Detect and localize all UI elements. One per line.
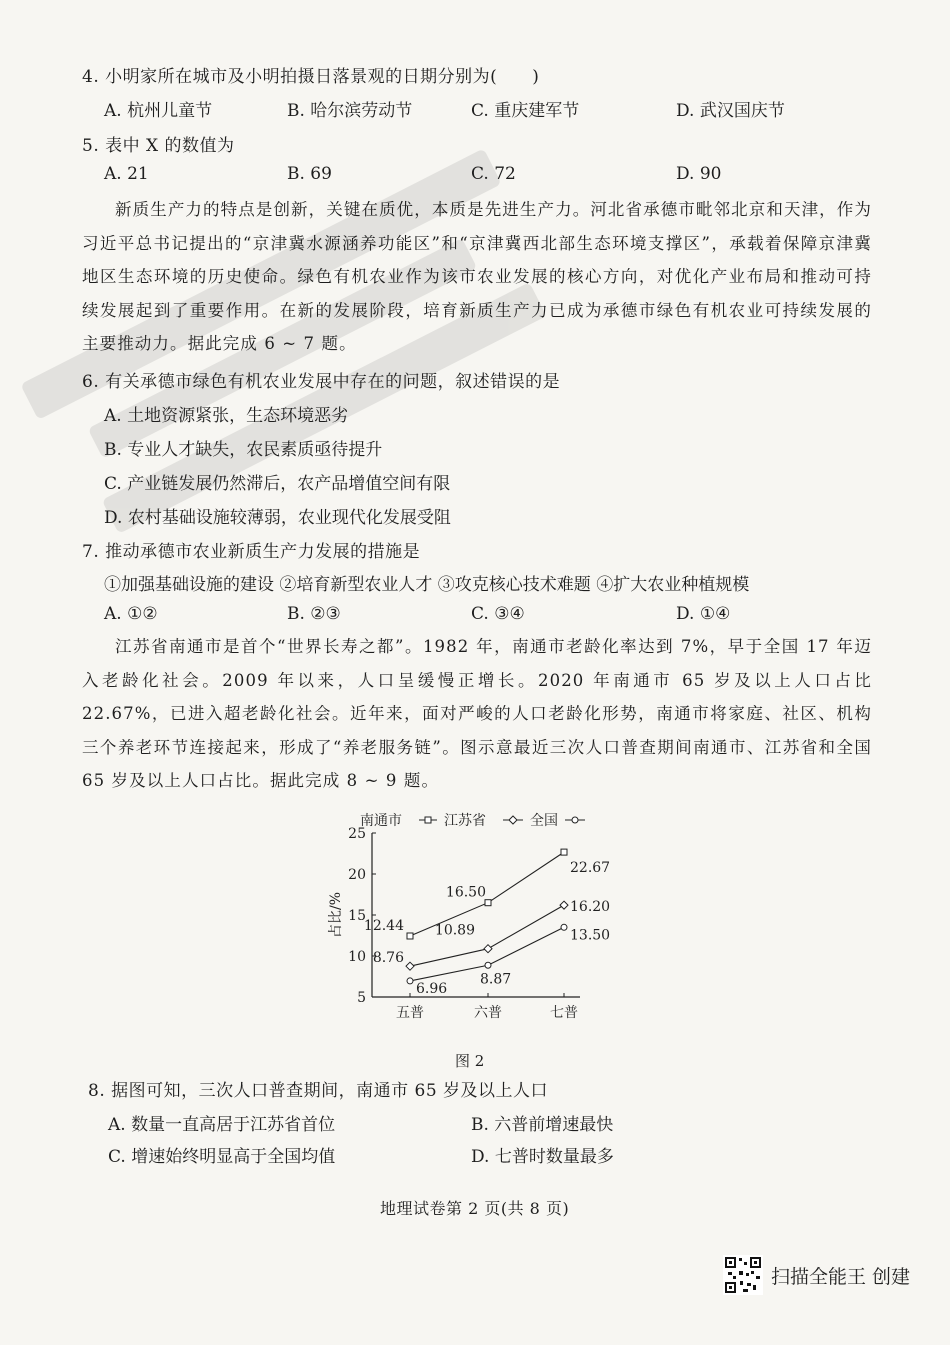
question-5-option-c: C. 72 (471, 164, 516, 184)
question-7-option-a: A. ①② (104, 604, 158, 624)
y-tick-label: 25 (348, 826, 366, 842)
y-tick-label: 5 (357, 990, 366, 1006)
data-label: 8.87 (480, 971, 512, 988)
data-point (407, 933, 413, 939)
question-6-option-a: A. 土地资源紧张，生态环境恶劣 (104, 406, 349, 426)
data-label: 13.50 (570, 927, 611, 944)
legend-label: 南通市 (360, 813, 402, 829)
question-5-option-b: B. 69 (287, 164, 332, 184)
data-point (485, 962, 491, 968)
series-line-0 (410, 852, 564, 936)
data-point (484, 945, 492, 953)
legend-label: 全国 (530, 813, 558, 829)
question-6-option-c: C. 产业链发展仍然滞后，农产品增值空间有限 (104, 474, 451, 494)
watermark-text: 扫描全能王 创建 (770, 1265, 910, 1288)
question-7-option-b: B. ②③ (287, 604, 341, 624)
question-6-stem: 6. 有关承德市绿色有机农业发展中存在的问题，叙述错误的是 (82, 372, 561, 392)
data-point (561, 849, 567, 855)
data-label: 12.44 (363, 917, 404, 934)
y-axis-label: 占比/% (328, 891, 344, 939)
question-8-stem: 8. 据图可知，三次人口普查期间，南通市 65 岁及以上人口 (88, 1081, 549, 1101)
data-label: 6.96 (416, 980, 448, 997)
data-point (407, 978, 413, 984)
aging-line-chart (320, 805, 640, 1040)
question-8-option-d: D. 七普时数量最多 (471, 1147, 614, 1167)
question-7-items: ①加强基础设施的建设 ②培育新型农业人才 ③攻克核心技术难题 ④扩大农业种植规模 (104, 575, 750, 595)
data-label: 16.50 (445, 884, 486, 901)
question-6-option-b: B. 专业人才缺失，农民素质亟待提升 (104, 440, 383, 460)
question-7-stem: 7. 推动承德市农业新质生产力发展的措施是 (82, 542, 421, 562)
passage-nantong-aging (82, 630, 872, 798)
data-label: 22.67 (570, 860, 611, 877)
x-tick-label: 六普 (474, 1005, 502, 1021)
x-tick-label: 七普 (550, 1005, 578, 1021)
question-8-option-a: A. 数量一直高居于江苏省首位 (108, 1115, 336, 1135)
qr-code-icon (723, 1255, 763, 1295)
data-point (560, 901, 568, 909)
passage-new-productivity (82, 193, 872, 361)
question-4-option-d: D. 武汉国庆节 (676, 101, 785, 121)
question-4-option-c: C. 重庆建军节 (471, 101, 580, 121)
legend-marker (425, 817, 431, 823)
question-5-option-a: A. 21 (104, 164, 149, 184)
legend-marker (572, 817, 578, 823)
question-4-option-b: B. 哈尔滨劳动节 (287, 101, 413, 121)
legend-marker (509, 816, 517, 824)
data-label: 16.20 (570, 899, 611, 916)
question-7-option-c: C. ③④ (471, 604, 525, 624)
question-6-option-d: D. 农村基础设施较薄弱，农业现代化发展受阻 (104, 508, 451, 528)
y-tick-label: 20 (348, 867, 366, 883)
passage-1-text: 新质生产力的特点是创新，关键在质优，本质是先进生产力。河北省承德市毗邻北京和天津，作为习近平总书记提出的“京津冀水源涵养功能区”和“京津冀西北部生态环境支撑区”，承载着保障京津冀地区生态环境的历史使命。绿色有机农业作为该市农业发展的核心方向，对优化产业布局和推动可持续发展起到了重要作用。在新的发展阶段，培育新质生产力已成为承德市绿色有机农业可持续发展的主要推动力。据此完成 6 ~ 7 题。 (82, 200, 872, 353)
y-tick-label: 15 (348, 908, 366, 924)
x-tick-label: 五普 (396, 1005, 424, 1021)
data-point (406, 962, 414, 970)
question-5-stem: 5. 表中 X 的数值为 (82, 136, 235, 156)
scanner-watermark (723, 1255, 910, 1295)
question-4-stem: 4. 小明家所在城市及小明拍摄日落景观的日期分别为( ) (82, 67, 540, 87)
data-label: 10.89 (434, 922, 475, 939)
data-point (561, 924, 567, 930)
question-8-option-b: B. 六普前增速最快 (471, 1115, 614, 1135)
legend-label: 江苏省 (444, 813, 486, 829)
data-label: 8.76 (372, 950, 404, 967)
series-line-1 (410, 905, 564, 966)
figure-caption: 图 2 (455, 1052, 485, 1070)
question-8-option-c: C. 增速始终明显高于全国均值 (108, 1147, 336, 1167)
question-5-option-d: D. 90 (676, 164, 722, 184)
y-tick-label: 10 (348, 949, 366, 965)
passage-2-text: 江苏省南通市是首个“世界长寿之都”。1982 年，南通市老龄化率达到 7%，早于全国 17 年迈入老龄化社会。2009 年以来，人口呈缓慢正增长。2020 年南通市 65 岁及以上人口占比 22.67%，已进入超老龄化社会。近年来，面对严峻的人口老龄化形势，南通市将家庭、社区、机构三个养老环节连接起来，形成了“养老服务链”。图示意最近三次人口普查期间南通市、江苏省和全国 65 岁及以上人口占比。据此完成 8 ~ 9 题。 (82, 637, 873, 790)
page-footer: 地理试卷第 2 页(共 8 页) (380, 1199, 570, 1218)
question-4-option-a: A. 杭州儿童节 (104, 101, 213, 121)
question-7-option-d: D. ①④ (676, 604, 731, 624)
